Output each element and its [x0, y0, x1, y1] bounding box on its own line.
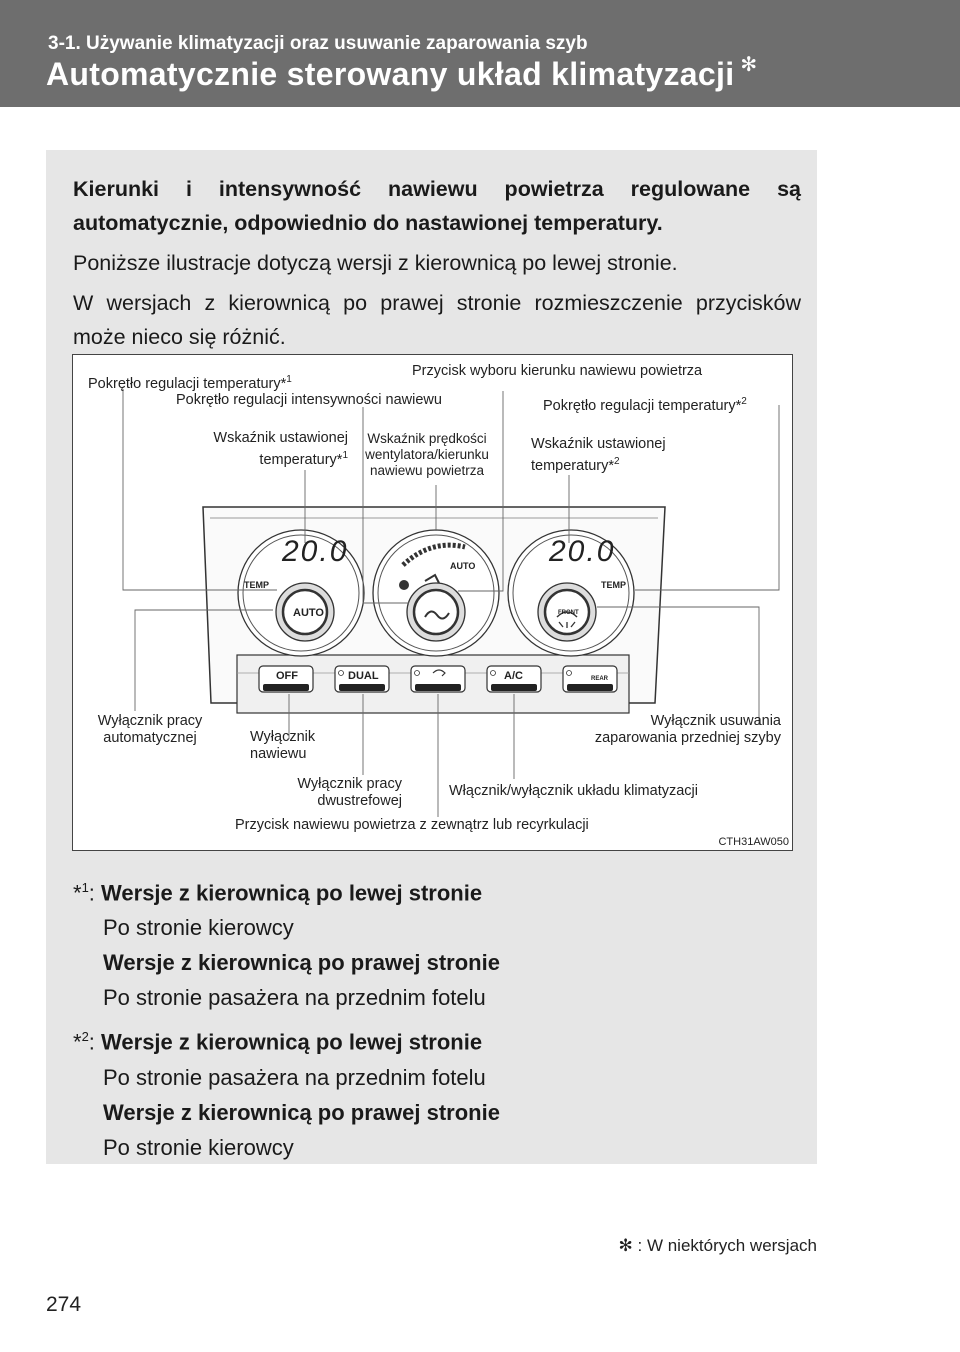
label-temp-knob-1: Pokrętło regulacji temperatury*$^1$	[88, 374, 292, 392]
asterisk-mark-footnote: ✻	[618, 1236, 633, 1255]
section-title: 3-1. Używanie klimatyzacji oraz usuwanie zaparowania szyb	[48, 33, 588, 54]
note-2-heading: *$^2$: Wersje z kierownicą po lewej stronie	[73, 1029, 483, 1055]
label-dual-switch: Wyłącznik pracy dwustrefowej	[297, 776, 402, 809]
label-set-temp-2: Wskaźnik ustawionej temperatury*$^2$	[531, 436, 666, 474]
temp-label-right: TEMP	[601, 580, 627, 590]
temp-label-left: TEMP	[244, 580, 270, 590]
set-temperature-display-right: 20.0	[549, 535, 616, 568]
control-panel-illustration	[73, 355, 792, 850]
intro-text	[73, 172, 801, 354]
label-set-temp-1: Wskaźnik ustawionej temperatury*$^1$	[213, 430, 348, 468]
label-temp-knob-2: Pokrętło regulacji temperatury*$^2$	[543, 396, 747, 414]
note-2-line-2: Po stronie kierowcy	[103, 1134, 294, 1160]
auto-indicator: AUTO	[450, 561, 476, 571]
note-1-line-2: Po stronie pasażera na przednim fotelu	[103, 985, 486, 1011]
label-ac-switch: Włącznik/wyłącznik układu klimatyzacji	[449, 783, 698, 799]
page-title-text: Automatycznie sterowany układ klimatyzacji	[46, 56, 735, 92]
intro-line-2: Poniższe ilustracje dotyczą wersji z kierownicą po lewej stronie.	[73, 251, 678, 275]
intro-bold: Kierunki i intensywność nawiewu powietrza regulowane są automatycznie, odpowiednio do nastawionej temperatury.	[73, 177, 801, 235]
label-blower-switch: Wyłącznik nawiewu	[250, 729, 316, 762]
page-title	[46, 56, 757, 93]
asterisk-mark: ✻	[740, 54, 758, 76]
note-1-heading: *$^1$: Wersje z kierownicą po lewej stronie	[73, 880, 483, 906]
label-recirc-button: Przycisk nawiewu powietrza z zewnątrz lub recyrkulacji	[235, 817, 589, 833]
ac-button-label: A/C	[504, 670, 523, 682]
dual-button-label: DUAL	[348, 670, 379, 682]
label-defrost-switch: Wyłącznik usuwania zaparowania przedniej szyby	[594, 713, 781, 746]
note-1-line-1: Po stronie kierowcy	[103, 915, 294, 941]
label-fan-speed-indicator: Wskaźnik prędkości wentylatora/kierunku nawiewu powietrza	[365, 431, 489, 478]
version-footnote: ✻ : W niektórych wersjach	[618, 1236, 817, 1255]
front-defrost-label: FRONT	[558, 610, 579, 616]
note-2-line-1: Po stronie pasażera na przednim fotelu	[103, 1064, 486, 1090]
auto-button-label: AUTO	[293, 607, 324, 619]
note-1-heading-2: Wersje z kierownicą po prawej stronie	[103, 950, 500, 976]
note-2-heading-2: Wersje z kierownicą po prawej stronie	[103, 1099, 500, 1125]
intro-line-3: W wersjach z kierownicą po prawej stronie rozmieszczenie przycisków może nieco się różnić.	[73, 291, 801, 349]
label-auto-switch: Wyłącznik pracy automatycznej	[97, 713, 203, 746]
page-number: 274	[46, 1293, 82, 1316]
off-button-label: OFF	[276, 670, 298, 682]
chapter-header	[0, 0, 960, 107]
label-fan-knob: Pokrętło regulacji intensywności nawiewu	[176, 392, 442, 408]
figure-code: CTH31AW050	[718, 836, 789, 848]
set-temperature-display-left: 20.0	[282, 535, 349, 568]
climate-panel-diagram	[72, 354, 793, 851]
rear-button-label: REAR	[591, 676, 609, 682]
label-direction-button: Przycisk wyboru kierunku nawiewu powietrza	[412, 363, 703, 379]
footnotes-section	[73, 870, 773, 1165]
